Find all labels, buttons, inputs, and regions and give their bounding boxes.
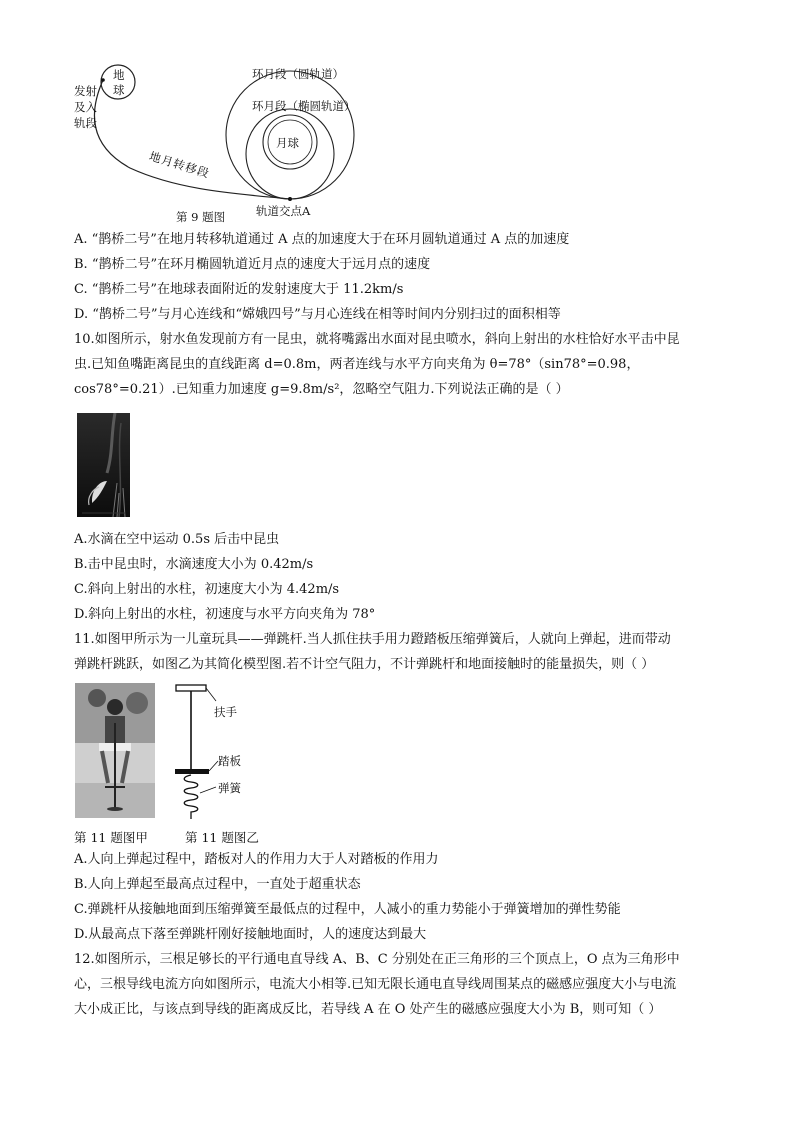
q10-option-b: B.击中昆虫时，水滴速度大小为 0.42m/s	[74, 557, 314, 572]
q9-option-d: D. “鹊桥二号”与月心连线和“嫦娥四号”与月心连线在相等时间内分别扫过的面积相等	[74, 307, 561, 322]
q12-stem-2: 心，三根导线电流方向如图所示，电流大小相等.已知无限长通电直导线周围某点的磁感应强度大小与电流	[74, 977, 677, 992]
q11-option-c: C.弹跳杆从接触地面到压缩弹簧至最低点的过程中，人减小的重力势能小于弹簧增加的弹性势能	[74, 902, 621, 917]
q10-stem-1: 10.如图所示，射水鱼发现前方有一昆虫，就将嘴露出水面对昆虫喷水，斜向上射出的水柱恰好水平击中昆	[74, 332, 680, 347]
q11-stem-2: 弹跳杆跳跃，如图乙为其简化模型图.若不计空气阻力，不计弹跳杆和地面接触时的能量损失，则（ ）	[74, 657, 655, 672]
q10-stem-2: 虫.已知鱼嘴距离昆虫的直线距离 d=0.8m，两者连线与水平方向夹角为 θ=78°（sin78°=0.98，	[74, 357, 640, 372]
q10-option-c: C.斜向上射出的水柱，初速度大小为 4.42m/s	[74, 582, 340, 597]
transfer-label: 地月转移段	[147, 148, 212, 181]
pedal-label: 踏板	[218, 754, 241, 768]
q11-caption-b: 第 11 题图乙	[185, 830, 259, 845]
spring-label: 弹簧	[218, 781, 241, 795]
q11-option-b: B.人向上弹起至最高点过程中，一直处于超重状态	[74, 877, 361, 892]
child-pogo-photo	[75, 683, 155, 818]
launch-label-3: 轨段	[74, 116, 97, 130]
circle-orbit-label: 环月段（圆轨道）	[252, 67, 344, 81]
point-a-label: 轨道交点A	[256, 204, 311, 218]
q11-caption-a: 第 11 题图甲	[74, 830, 148, 845]
pogo-stick-schematic	[172, 683, 220, 823]
launch-point	[101, 78, 105, 82]
launch-label-1: 发射	[74, 84, 97, 98]
q12-stem-1: 12.如图所示，三根足够长的平行通电直导线 A、B、C 分别处在正三角形的三个顶点上，O 点为三角形中	[74, 952, 680, 967]
ellipse-orbit-label: 环月段（椭圆轨道）	[252, 99, 356, 113]
earth-label: 地 球	[113, 68, 125, 97]
handle-bar	[176, 685, 206, 691]
q11-option-a: A.人向上弹起过程中，踏板对人的作用力大于人对踏板的作用力	[74, 852, 439, 867]
q10-stem-3: cos78°=0.21）.已知重力加速度 g=9.8m/s²，忽略空气阻力.下列说法正确的是（ ）	[74, 382, 569, 397]
spring-coil	[184, 775, 198, 819]
point-a-dot	[288, 197, 292, 201]
q11-stem-1: 11.如图甲所示为一儿童玩具——弹跳杆.当人抓住扶手用力蹬踏板压缩弹簧后，人就向上弹起，进而带动	[74, 632, 671, 647]
pedal-bar	[175, 769, 209, 774]
q9-option-b: B. “鹊桥二号”在环月椭圆轨道近月点的速度大于远月点的速度	[74, 257, 431, 272]
q11-option-d: D.从最高点下落至弹跳杆刚好接触地面时，人的速度达到最大	[74, 927, 427, 942]
q10-option-d: D.斜向上射出的水柱，初速度与水平方向夹角为 78°	[74, 607, 376, 622]
moon-label: 月球	[276, 136, 299, 150]
launch-label-2: 及入	[74, 100, 97, 114]
q10-option-a: A.水滴在空中运动 0.5s 后击中昆虫	[74, 532, 280, 547]
handle-label: 扶手	[214, 705, 237, 719]
q9-option-a: A. “鹊桥二号”在地月转移轨道通过 A 点的加速度大于在环月圆轨道通过 A 点的加速度	[74, 232, 570, 247]
q12-stem-3: 大小成正比，与该点到导线的距离成反比，若导线 A 在 O 处产生的磁感应强度大小为 B，则可知（ ）	[74, 1002, 662, 1017]
elliptical-orbit	[246, 109, 334, 199]
q9-caption: 第 9 题图	[176, 210, 226, 224]
archer-fish-photo	[77, 413, 130, 517]
q9-option-c: C. “鹊桥二号”在地球表面附近的发射速度大于 11.2km/s	[74, 282, 404, 297]
